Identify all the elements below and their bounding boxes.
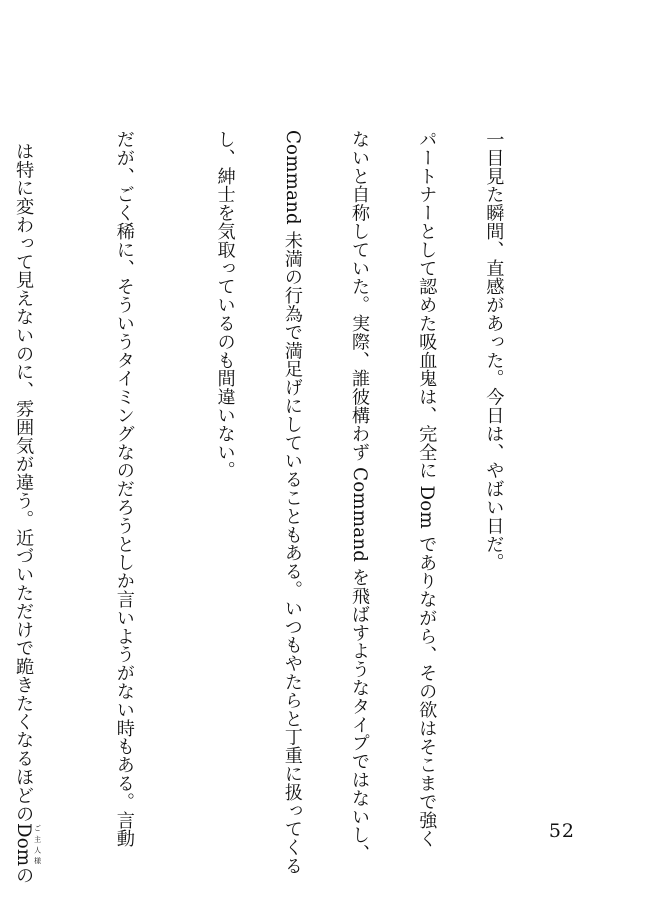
ruby-dom: Dom ご主人様 (13, 822, 42, 867)
text-line: 一目見た瞬間、直感があった。今日は、やばい日だ。 (483, 129, 505, 572)
text-segment: の (13, 866, 35, 885)
text-line: Command 未満の行為で満足げにしていることもある。いつもやたらと丁重に扱ってくる (281, 129, 303, 875)
body-text (0, 106, 544, 885)
text-line: し、紳士を気取っているのも間違いない。 (214, 129, 236, 480)
page-number: 52 (548, 820, 575, 842)
text-line (0, 106, 42, 885)
text-segment: は特に変わって見えないのに、雰囲気が違う。近づいただけで跪きたくなるほどの (13, 141, 35, 823)
text-line: ないと自称していた。実際、誰彼構わず Command を飛ばすようなタイプではないし、 (349, 129, 371, 863)
text-line: パートナーとして認めた吸血鬼は、完全に Dom でありながら、その欲はそこまで強く (416, 129, 438, 848)
text-line: だが、ごく稀に、そういうタイミングなのだろうとしか言いようがない時もある。言動 (113, 129, 135, 848)
